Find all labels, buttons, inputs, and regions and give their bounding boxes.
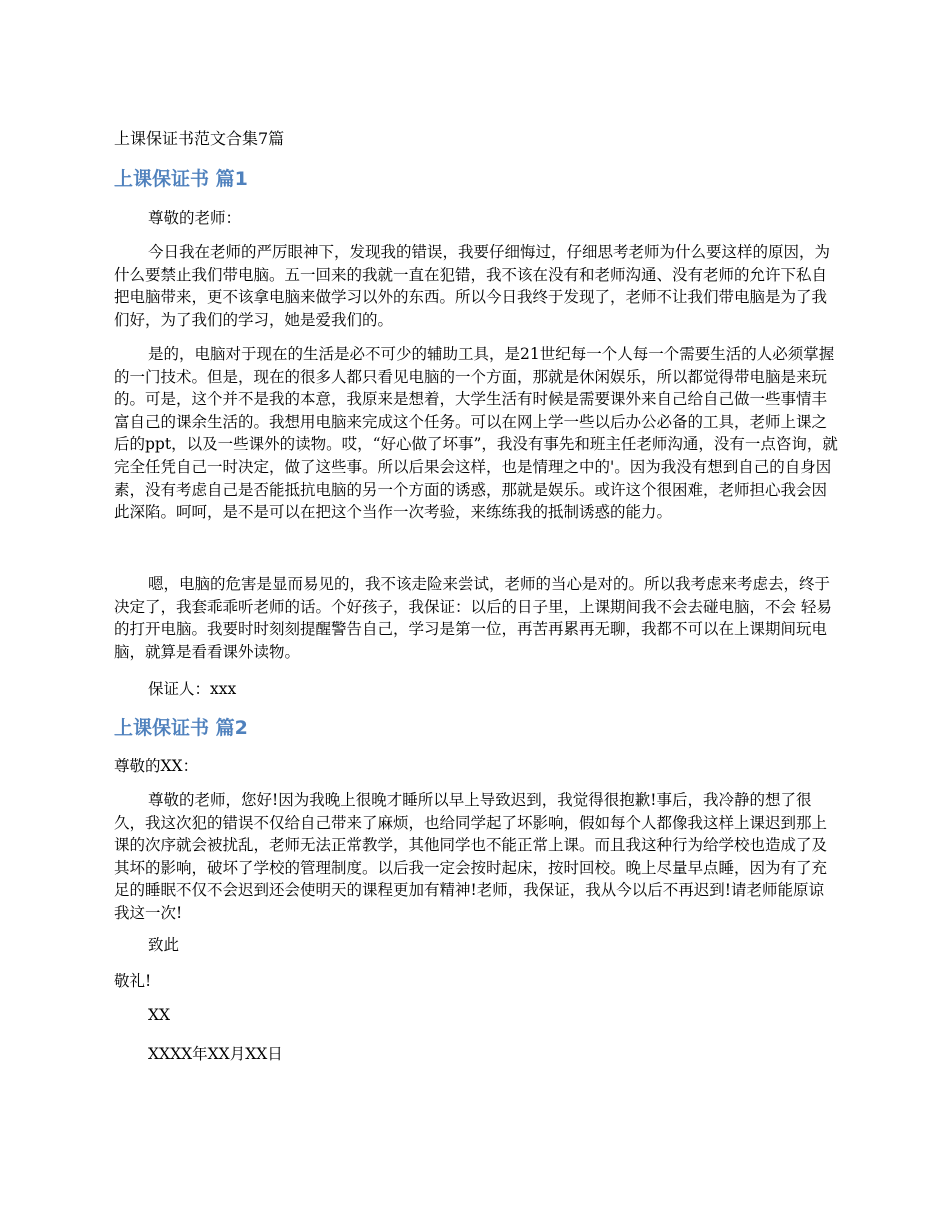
- paragraph-1-2: 是的，电脑对于现在的生活是必不可少的辅助工具，是21世纪每一个人每一个需要生活的人必须掌握的一门技术。但是，现在的很多人都只看见电脑的一个方面，那就是休闲娱乐，所以都觉得带电脑是来玩的。可是，这个并不是我的本意，我原来是想着，大学生活有时候是需要课外来自己给自己做一些事情丰富自己的课余生活的。我想用电脑来完成这个任务。可以在网上学一些以后办公必备的工具，老师上课之后的ppt，以及一些课外的读物。哎，“好心做了坏事”，我没有事先和班主任老师沟通，没有一点咨询，就完全任凭自己一时决定，做了这些事。所以后果会这样，也是情理之中的'。因为我没有想到自己的自身因素，没有考虑自己是否能抵抗电脑的另一个方面的诱惑，那就是娱乐。或许这个很困难，老师担心我会因此深陷。呵呵，是不是可以在把这个当作一次考验，来练练我的抵制诱惑的能力。: [114, 345, 838, 522]
- salutation-2: 尊敬的XX：: [114, 757, 199, 775]
- closing-line-2: 敬礼!: [114, 972, 152, 990]
- section-heading-2: 上课保证书 篇2: [114, 717, 248, 739]
- signature-2: XX: [148, 1006, 171, 1024]
- paragraph-1-1: 今日我在老师的严厉眼神下，发现我的错误，我要仔细悔过，仔细思考老师为什么要这样的原因，为什么要禁止我们带电脑。五一回来的我就一直在犯错，我不该在没有和老师沟通、没有老师的允许下私自把电脑带来，更不该拿电脑来做学习以外的东西。所以今日我终于发现了，老师不让我们带电脑是为了我们好，为了我们的学习，她是爱我们的。: [114, 243, 831, 329]
- salutation-1: 尊敬的老师：: [148, 209, 242, 227]
- section-heading-1: 上课保证书 篇1: [114, 168, 248, 190]
- date-line: XXXX年XX月XX日: [148, 1045, 283, 1063]
- paragraph-1-3: 嗯，电脑的危害是显而易见的，我不该走险来尝试，老师的当心是对的。所以我考虑来考虑去，终于决定了，我套乖乖听老师的话。个好孩子，我保证：以后的日子里，上课期间我不会去碰电脑，不会 轻易的打开电脑。我要时时刻刻提醒警告自己，学习是第一位，再苦再累再无聊，我都不可以在上课期间玩电脑，就算是看看课外读物。: [114, 575, 832, 661]
- closing-line-1: 致此: [148, 936, 180, 954]
- paragraph-2-1: 尊敬的老师，您好!因为我晚上很晚才睡所以早上导致迟到，我觉得很抱歉!事后，我冷静的想了很久，我这次犯的错误不仅给自己带来了麻烦，也给同学起了坏影响，假如每个人都像我这样上课迟到那上课的次序就会被扰乱，老师无法正常教学，其他同学也不能正常上课。而且我这种行为给学校也造成了及其坏的影响，破坏了学校的管理制度。以后我一定会按时起床，按时回校。晚上尽量早点睡，因为有了充足的睡眠不仅不会迟到还会使明天的课程更加有精神!老师，我保证，我从今以后不再迟到!请老师能原谅我这一次!: [114, 791, 828, 922]
- document-title: 上课保证书范文合集7篇: [114, 129, 285, 148]
- signature-1: 保证人：xxx: [148, 680, 237, 698]
